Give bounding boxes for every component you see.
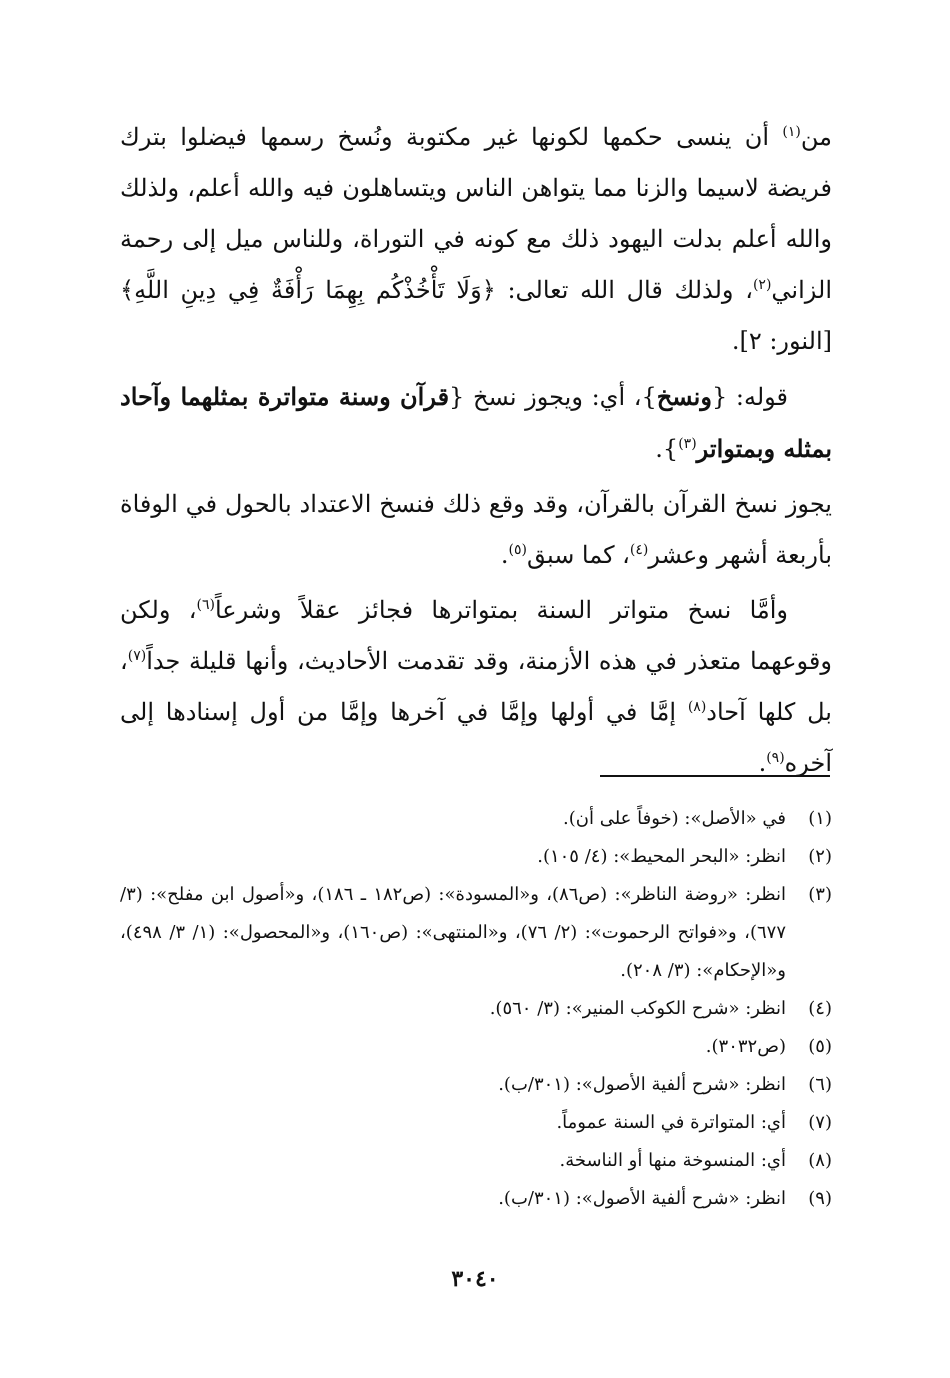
footnote-marker: (٣) (678, 436, 697, 452)
footnote-text: في «الأصل»: (خوفاً على أن). (563, 808, 786, 829)
footnote-number: (١) (808, 808, 832, 829)
footnote-marker: (٢) (752, 277, 772, 293)
text-run: ، ولذلك قال الله تعالى: ﴿وَلَا تَأْخُذْكُم بِهِمَا رَأْفَةٌ فِي دِينِ اللَّهِ﴾ [النور: ٢]. (120, 276, 832, 355)
footnote (120, 838, 832, 876)
footnote-number: (٦) (808, 1074, 832, 1095)
text-run: يجوز نسخ القرآن بالقرآن، وقد وقع ذلك فنسخ الاعتداد بالحول في الوفاة بأربعة أشهر وعشر (120, 490, 832, 569)
footnote-number: (٤) (808, 998, 832, 1019)
footnote-marker: (٧) (127, 648, 147, 664)
footnote-divider (600, 775, 830, 777)
footnote (120, 1142, 832, 1180)
footnote-text: انظر: «شرح ألفية الأصول»: (٣٠١/ب). (498, 1188, 786, 1209)
footnote-marker: (١) (782, 124, 801, 140)
text-run: ، بل كلها آحاد (120, 647, 832, 726)
text-run: }، أي: ويجوز نسخ { (449, 383, 657, 411)
footnote (120, 1180, 832, 1218)
text-run: إمَّا في أولها وإمَّا في آخرها وإمَّا من أول إسنادها إلى آخره (120, 698, 832, 777)
footnote-text: انظر: «شرح ألفية الأصول»: (٣٠١/ب). (498, 1074, 786, 1095)
footnote-number: (٧) (808, 1112, 832, 1133)
footnote (120, 990, 832, 1028)
footnote-number: (٨) (808, 1150, 832, 1171)
footnote (120, 1028, 832, 1066)
footnote-marker: (٩) (766, 750, 785, 766)
footnote-number: (٢) (808, 846, 832, 867)
text-run: ، كما سبق (526, 541, 630, 569)
paragraph-1 (120, 112, 832, 367)
footnote-number: (٩) (808, 1188, 832, 1209)
bold-text: قرآن وسنة متواترة بمثلهما وآحاد بمثله وبمتواتر (120, 382, 832, 463)
text-run: . (758, 749, 767, 777)
footnote-text: انظر: «البحر المحيط»: (٤/ ١٠٥). (537, 846, 786, 867)
footnote-text: (ص٣٠٣٢). (705, 1036, 786, 1057)
footnote (120, 800, 832, 838)
text-run: ، ولكن وقوعهما متعذر في هذه الأزمنة، وقد تقدمت الأحاديث، وأنها قليلة جداً (120, 596, 832, 675)
paragraph-2 (120, 371, 832, 475)
footnote-marker: (٨) (687, 699, 707, 715)
text-run: أن ينسى حكمها لكونها غير مكتوبة ونُسخ رسمها فيضلوا بترك فريضة لاسيما والزنا مما يتواهن الناس ويتساهلون فيه والله أعلم، ولذلك والله أعلم بدلت اليهود ذلك مع كونه في التوراة، وللناس ميل إلى رحمة الزاني (120, 123, 832, 304)
footnote (120, 876, 832, 990)
footnote (120, 1104, 832, 1142)
text-run: قوله: { (711, 383, 789, 411)
text-run: }. (655, 435, 679, 463)
footnote-marker: (٥) (508, 542, 527, 558)
footnotes (120, 800, 832, 1218)
footnote-text: انظر: «روضة الناظر»: (ص٨٦)، و«المسودة»: (ص١٨٢ ـ ١٨٦)، و«أصول ابن مفلح»: (٣/ ٦٧٧)، و«فواتح الرحموت»: (٢/ ٧٦)، و«المنتهى»: (ص١٦٠)، و«المحصول»: (١/ ٣/ ٤٩٨)، و«الإحكام»: (٣/ ٢٠٨). (120, 884, 786, 981)
bold-text: ونسخ (656, 382, 712, 411)
paragraph-3 (120, 479, 832, 581)
text-run: وأمَّا نسخ متواتر السنة بمتواترها فجائز عقلاً وشرعاً (214, 596, 788, 624)
footnote-number: (٣) (808, 884, 832, 905)
text-run: من (800, 123, 832, 151)
footnote-text: أي: المتواترة في السنة عموماً. (556, 1112, 786, 1133)
footnote-number: (٥) (808, 1036, 832, 1057)
paragraph-4 (120, 585, 832, 789)
footnote-text: انظر: «شرح الكوكب المنير»: (٣/ ٥٦٠). (489, 998, 786, 1019)
main-text (120, 112, 832, 793)
footnote-marker: (٦) (196, 597, 215, 613)
footnote (120, 1066, 832, 1104)
footnote-marker: (٤) (629, 542, 649, 558)
page-number: ٣٠٤٠ (451, 1266, 499, 1292)
footnote-text: أي: المنسوخة منها أو الناسخة. (559, 1150, 786, 1171)
text-run: . (500, 541, 509, 569)
